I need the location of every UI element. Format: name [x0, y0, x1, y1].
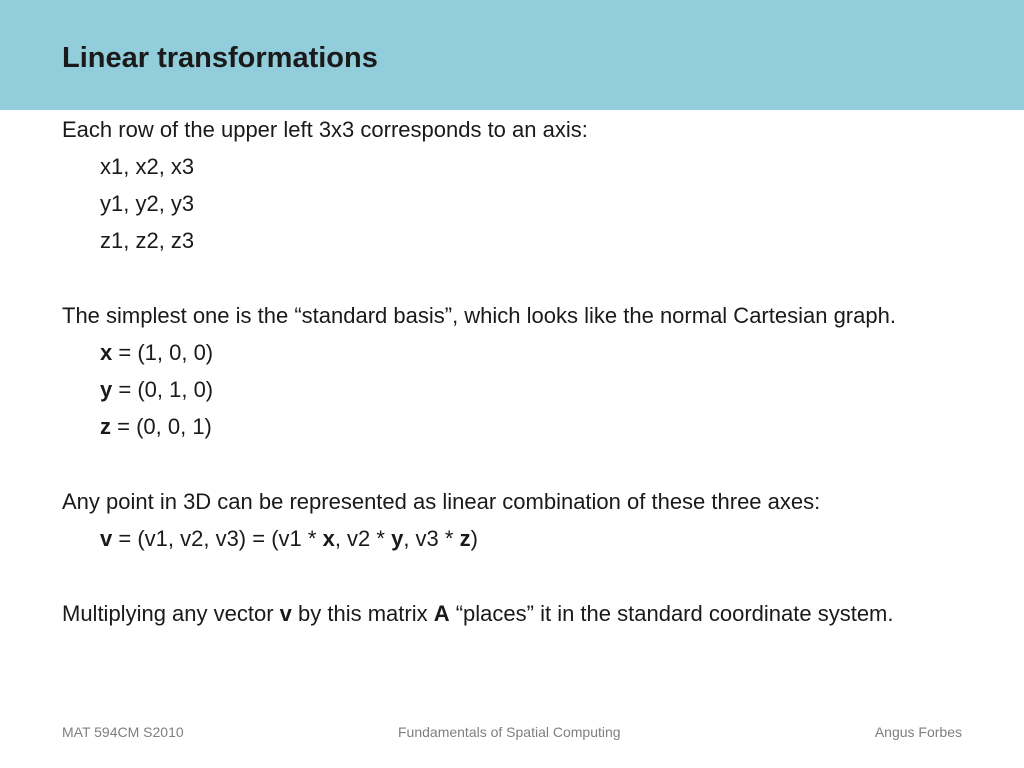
- spacer: [62, 448, 982, 486]
- eq-close: ): [470, 526, 478, 551]
- basis-z-symbol: z: [100, 414, 111, 439]
- eq-y: y: [391, 526, 404, 551]
- eq-part-1: = (v1, v2, v3) = (v1 *: [112, 526, 323, 551]
- basis-y-value: = (0, 1, 0): [112, 377, 214, 402]
- p4-matrix-a: A: [433, 601, 450, 626]
- footer-course: MAT 594CM S2010: [62, 724, 184, 740]
- eq-x: x: [322, 526, 335, 551]
- footer-title: Fundamentals of Spatial Computing: [398, 724, 621, 740]
- paragraph-linear-combination: Any point in 3D can be represented as linear combination of these three axes:: [62, 489, 821, 514]
- row-z: z1, z2, z3: [100, 228, 195, 253]
- basis-y-symbol: y: [100, 377, 113, 402]
- basis-x: [62, 337, 982, 368]
- basis-x-symbol: x: [100, 340, 113, 365]
- p4-mid: by this matrix: [291, 601, 434, 626]
- slide-title: Linear transformations: [62, 42, 378, 74]
- spacer: [62, 560, 982, 598]
- paragraph-axes: Each row of the upper left 3x3 corresponds to an axis:: [62, 117, 588, 142]
- basis-z-value: = (0, 0, 1): [111, 414, 212, 439]
- combination-equation: [62, 523, 982, 554]
- basis-z: [62, 411, 982, 442]
- footer-author: Angus Forbes: [874, 724, 962, 740]
- paragraph-standard-basis: The simplest one is the “standard basis”, which looks like the normal Cartesian graph.: [62, 303, 896, 328]
- row-y: y1, y2, y3: [100, 191, 195, 216]
- p4-pre: Multiplying any vector: [62, 601, 280, 626]
- basis-x-value: = (1, 0, 0): [112, 340, 214, 365]
- eq-v: v: [100, 526, 113, 551]
- spacer: [62, 262, 982, 300]
- paragraph-multiplying: [62, 598, 900, 629]
- eq-part-3: , v3 *: [403, 526, 460, 551]
- basis-y: [62, 374, 982, 405]
- eq-z: z: [459, 526, 471, 551]
- p4-v: v: [279, 601, 292, 626]
- slide-body: [62, 114, 982, 635]
- eq-part-2: , v2 *: [334, 526, 392, 551]
- row-x: x1, x2, x3: [100, 154, 195, 179]
- p4-post: “places” it in the standard coordinate system.: [449, 601, 894, 626]
